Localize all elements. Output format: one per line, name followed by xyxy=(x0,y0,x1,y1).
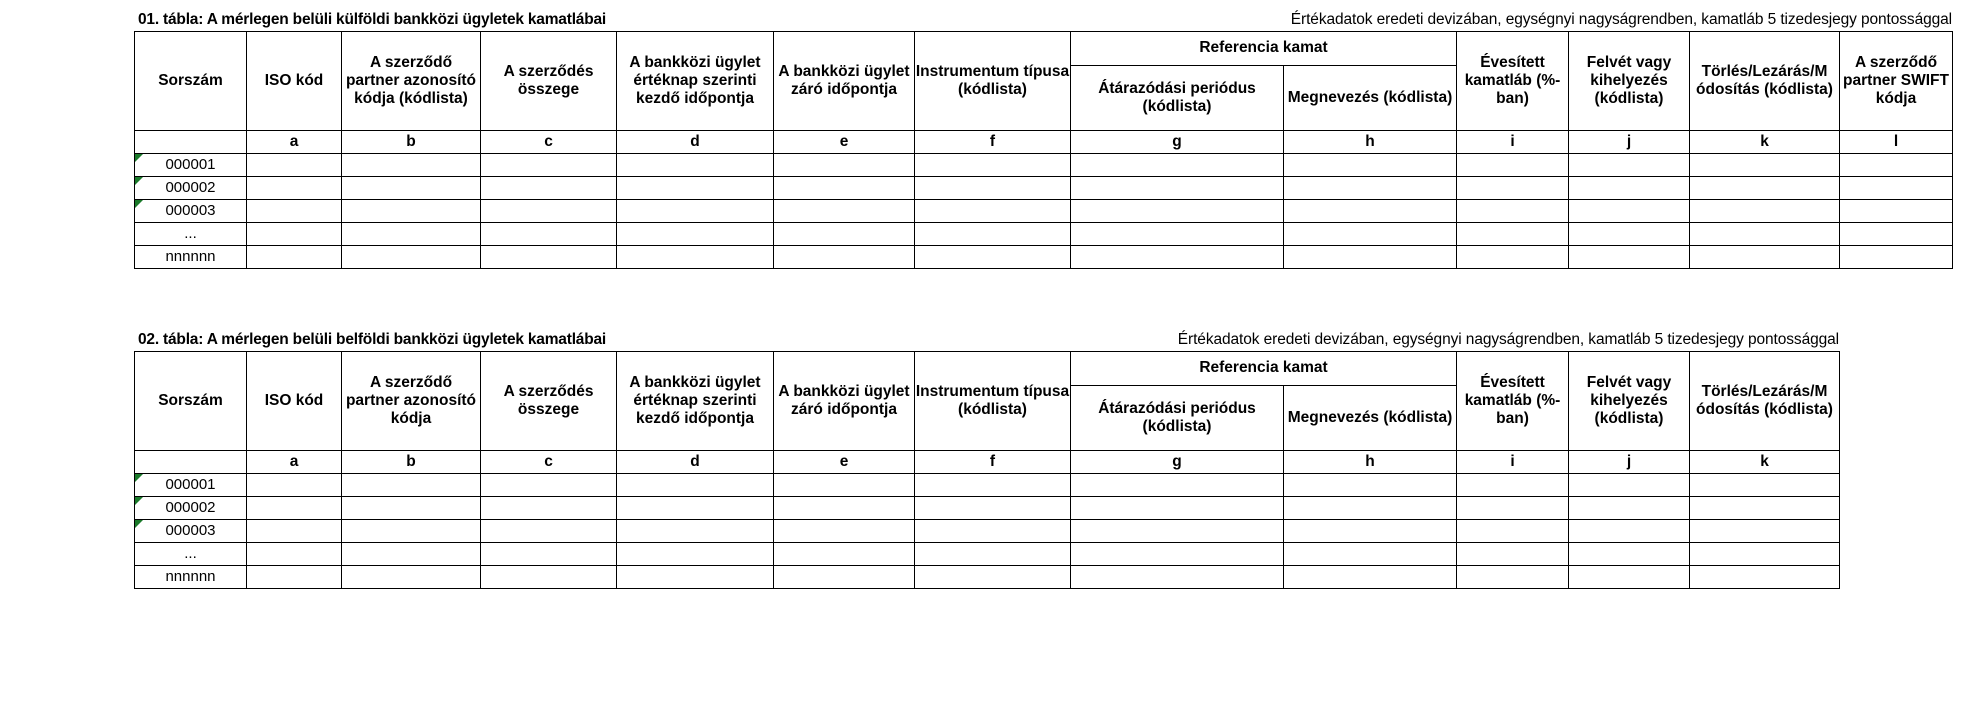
header-atarazodasi-periodus: Átárazódási periódus (kódlista) xyxy=(1071,66,1284,131)
data-cell[interactable] xyxy=(1071,154,1284,177)
cell-comment-marker-icon xyxy=(135,520,143,528)
data-cell[interactable] xyxy=(1284,543,1457,566)
cell-comment-marker-icon xyxy=(135,497,143,505)
data-cell[interactable] xyxy=(1569,497,1690,520)
data-cell[interactable] xyxy=(247,474,342,497)
table-row xyxy=(135,223,1953,246)
row-number-cell[interactable] xyxy=(135,246,247,269)
data-cell[interactable] xyxy=(1457,520,1569,543)
header-zaro-idopont: A bankközi ügylet záró időpontja xyxy=(774,32,915,131)
data-cell[interactable] xyxy=(1071,246,1284,269)
data-cell[interactable] xyxy=(1569,200,1690,223)
data-cell[interactable] xyxy=(617,177,774,200)
data-cell[interactable] xyxy=(1840,223,1953,246)
row-number-cell[interactable] xyxy=(135,497,247,520)
letter-cell: c xyxy=(481,451,617,474)
data-cell[interactable] xyxy=(481,543,617,566)
table-row xyxy=(135,177,1953,200)
data-cell[interactable] xyxy=(774,474,915,497)
header-szerzodes-osszege: A szerződés összege xyxy=(481,352,617,451)
data-cell[interactable] xyxy=(774,200,915,223)
data-cell[interactable] xyxy=(342,497,481,520)
letter-cell-empty xyxy=(135,451,247,474)
data-cell[interactable] xyxy=(481,497,617,520)
header-megnevezes: Megnevezés (kódlista) xyxy=(1284,66,1457,131)
table-row xyxy=(135,566,1840,589)
data-cell[interactable] xyxy=(1569,543,1690,566)
data-cell[interactable] xyxy=(1071,474,1284,497)
data-cell[interactable] xyxy=(915,246,1071,269)
data-cell[interactable] xyxy=(774,497,915,520)
data-cell[interactable] xyxy=(915,566,1071,589)
letter-cell: k xyxy=(1690,451,1840,474)
data-cell[interactable] xyxy=(915,177,1071,200)
data-cell[interactable] xyxy=(247,177,342,200)
data-cell[interactable] xyxy=(617,520,774,543)
data-cell[interactable] xyxy=(1071,566,1284,589)
data-cell[interactable] xyxy=(1071,497,1284,520)
cell-comment-marker-icon xyxy=(135,200,143,208)
cell-comment-marker-icon xyxy=(135,474,143,482)
data-cell[interactable] xyxy=(1457,177,1569,200)
data-cell[interactable] xyxy=(1690,200,1840,223)
header-partner-kod: A szerződő partner azonosító kódja (kódlista) xyxy=(342,32,481,131)
data-cell[interactable] xyxy=(1690,520,1840,543)
data-cell[interactable] xyxy=(481,154,617,177)
table2-note: Értékadatok eredeti devizában, egységnyi nagyságrendben, kamatláb 5 tizedesjegy pontossággal xyxy=(1177,331,1839,348)
data-cell[interactable] xyxy=(617,246,774,269)
header-zaro-idopont: A bankközi ügylet záró időpontja xyxy=(774,352,915,451)
data-cell[interactable] xyxy=(915,223,1071,246)
data-cell[interactable] xyxy=(617,200,774,223)
data-cell[interactable] xyxy=(342,200,481,223)
row-number: ... xyxy=(184,225,197,243)
letter-cell: g xyxy=(1071,131,1284,154)
data-cell[interactable] xyxy=(481,566,617,589)
data-cell[interactable] xyxy=(1284,154,1457,177)
data-cell[interactable] xyxy=(1284,246,1457,269)
data-cell[interactable] xyxy=(1690,497,1840,520)
data-cell[interactable] xyxy=(481,520,617,543)
data-cell[interactable] xyxy=(342,154,481,177)
data-cell[interactable] xyxy=(247,223,342,246)
data-cell[interactable] xyxy=(1840,246,1953,269)
data-cell[interactable] xyxy=(1569,246,1690,269)
letter-cell: j xyxy=(1569,451,1690,474)
data-cell[interactable] xyxy=(617,154,774,177)
header-torles-lezaras: Törlés/Lezárás/M ódosítás (kódlista) xyxy=(1690,32,1840,131)
table-row xyxy=(135,200,1953,223)
data-cell[interactable] xyxy=(342,520,481,543)
table1-body xyxy=(135,154,1953,269)
data-cell[interactable] xyxy=(1284,177,1457,200)
data-cell[interactable] xyxy=(617,223,774,246)
table-row xyxy=(135,543,1840,566)
letter-cell: i xyxy=(1457,451,1569,474)
data-cell[interactable] xyxy=(774,543,915,566)
data-cell[interactable] xyxy=(247,520,342,543)
data-cell[interactable] xyxy=(247,246,342,269)
letter-cell: l xyxy=(1840,131,1953,154)
data-cell[interactable] xyxy=(1457,566,1569,589)
header-referencia-kamat: Referencia kamat xyxy=(1071,352,1457,386)
data-cell[interactable] xyxy=(1690,474,1840,497)
header-iso-kod: ISO kód xyxy=(247,352,342,451)
data-cell[interactable] xyxy=(481,200,617,223)
data-cell[interactable] xyxy=(1569,223,1690,246)
header-partner-kod: A szerződő partner azonosító kódja xyxy=(342,352,481,451)
table1-letter-row xyxy=(135,131,1953,154)
header-sorszam: Sorszám xyxy=(135,32,247,131)
row-number: nnnnnn xyxy=(165,248,216,266)
row-number-cell[interactable] xyxy=(135,566,247,589)
table1 xyxy=(134,31,1953,269)
data-cell[interactable] xyxy=(915,520,1071,543)
data-cell[interactable] xyxy=(1457,474,1569,497)
data-cell[interactable] xyxy=(1690,154,1840,177)
data-cell[interactable] xyxy=(1284,223,1457,246)
data-cell[interactable] xyxy=(774,154,915,177)
row-number-cell[interactable] xyxy=(135,200,247,223)
table-row xyxy=(135,474,1840,497)
row-number: 000001 xyxy=(165,476,216,494)
table2-letter-row xyxy=(135,451,1840,474)
letter-cell-empty xyxy=(135,131,247,154)
data-cell[interactable] xyxy=(342,474,481,497)
letter-cell: h xyxy=(1284,131,1457,154)
data-cell[interactable] xyxy=(342,246,481,269)
data-cell[interactable] xyxy=(247,200,342,223)
data-cell[interactable] xyxy=(1071,200,1284,223)
data-cell[interactable] xyxy=(1569,520,1690,543)
data-cell[interactable] xyxy=(1569,177,1690,200)
data-cell[interactable] xyxy=(617,566,774,589)
row-number: nnnnnn xyxy=(165,568,216,586)
data-cell[interactable] xyxy=(617,543,774,566)
data-cell[interactable] xyxy=(481,177,617,200)
data-cell[interactable] xyxy=(774,177,915,200)
data-cell[interactable] xyxy=(1457,246,1569,269)
cell-comment-marker-icon xyxy=(135,177,143,185)
table2-title: 02. tábla: A mérlegen belüli belföldi bankközi ügyletek kamatlábai xyxy=(138,331,607,348)
data-cell[interactable] xyxy=(342,177,481,200)
row-number: ... xyxy=(184,545,197,563)
data-cell[interactable] xyxy=(1569,566,1690,589)
header-sorszam: Sorszám xyxy=(135,352,247,451)
data-cell[interactable] xyxy=(774,223,915,246)
table2-section xyxy=(134,331,1839,589)
letter-cell: e xyxy=(774,451,915,474)
table1-section xyxy=(134,11,1952,269)
data-cell[interactable] xyxy=(1071,177,1284,200)
table1-title-row xyxy=(134,11,1952,31)
letter-cell: h xyxy=(1284,451,1457,474)
table-row xyxy=(135,497,1840,520)
letter-cell: j xyxy=(1569,131,1690,154)
table2-body xyxy=(135,474,1840,589)
table-row xyxy=(135,154,1953,177)
header-swift-kod: A szerződő partner SWIFT kódja xyxy=(1840,32,1953,131)
letter-cell: f xyxy=(915,131,1071,154)
data-cell[interactable] xyxy=(1569,154,1690,177)
letter-cell: e xyxy=(774,131,915,154)
data-cell[interactable] xyxy=(1457,200,1569,223)
cell-comment-marker-icon xyxy=(135,154,143,162)
data-cell[interactable] xyxy=(1457,497,1569,520)
data-cell[interactable] xyxy=(247,566,342,589)
data-cell[interactable] xyxy=(1690,177,1840,200)
data-cell[interactable] xyxy=(1284,497,1457,520)
header-instrumentum: Instrumentum típusa (kódlista) xyxy=(915,352,1071,451)
data-cell[interactable] xyxy=(1840,177,1953,200)
header-megnevezes: Megnevezés (kódlista) xyxy=(1284,386,1457,451)
data-cell[interactable] xyxy=(915,474,1071,497)
data-cell[interactable] xyxy=(342,223,481,246)
header-referencia-kamat: Referencia kamat xyxy=(1071,32,1457,66)
table-row xyxy=(135,246,1953,269)
header-szerzodes-osszege: A szerződés összege xyxy=(481,32,617,131)
data-cell[interactable] xyxy=(1284,200,1457,223)
letter-cell: b xyxy=(342,451,481,474)
letter-cell: d xyxy=(617,131,774,154)
data-cell[interactable] xyxy=(1071,543,1284,566)
data-cell[interactable] xyxy=(1071,520,1284,543)
letter-cell: i xyxy=(1457,131,1569,154)
data-cell[interactable] xyxy=(1690,223,1840,246)
row-number: 000001 xyxy=(165,156,216,174)
table1-title: 01. tábla: A mérlegen belüli külföldi bankközi ügyletek kamatlábai xyxy=(138,11,607,28)
data-cell[interactable] xyxy=(247,543,342,566)
table2-title-row xyxy=(134,331,1839,351)
letter-cell: g xyxy=(1071,451,1284,474)
row-number: 000002 xyxy=(165,179,216,197)
data-cell[interactable] xyxy=(1284,520,1457,543)
row-number-cell[interactable] xyxy=(135,154,247,177)
data-cell[interactable] xyxy=(774,520,915,543)
data-cell[interactable] xyxy=(915,200,1071,223)
header-evesitett-kamatlab: Évesített kamatláb (%-ban) xyxy=(1457,32,1569,131)
data-cell[interactable] xyxy=(1457,223,1569,246)
row-number: 000003 xyxy=(165,522,216,540)
data-cell[interactable] xyxy=(247,154,342,177)
table1-note: Értékadatok eredeti devizában, egységnyi nagyságrendben, kamatláb 5 tizedesjegy pontossággal xyxy=(1290,11,1952,28)
data-cell[interactable] xyxy=(342,543,481,566)
data-cell[interactable] xyxy=(481,223,617,246)
data-cell[interactable] xyxy=(915,497,1071,520)
data-cell[interactable] xyxy=(915,543,1071,566)
table2 xyxy=(134,351,1840,589)
letter-cell: k xyxy=(1690,131,1840,154)
data-cell[interactable] xyxy=(1690,246,1840,269)
data-cell[interactable] xyxy=(1284,566,1457,589)
data-cell[interactable] xyxy=(247,497,342,520)
row-number-cell[interactable] xyxy=(135,543,247,566)
data-cell[interactable] xyxy=(1690,543,1840,566)
table-row xyxy=(135,520,1840,543)
letter-cell: a xyxy=(247,451,342,474)
data-cell[interactable] xyxy=(1840,154,1953,177)
data-cell[interactable] xyxy=(1071,223,1284,246)
letter-cell: f xyxy=(915,451,1071,474)
data-cell[interactable] xyxy=(481,474,617,497)
header-iso-kod: ISO kód xyxy=(247,32,342,131)
row-number: 000003 xyxy=(165,202,216,220)
data-cell[interactable] xyxy=(774,246,915,269)
row-number: 000002 xyxy=(165,499,216,517)
letter-cell: b xyxy=(342,131,481,154)
data-cell[interactable] xyxy=(1690,566,1840,589)
header-evesitett-kamatlab: Évesített kamatláb (%-ban) xyxy=(1457,352,1569,451)
row-number-cell[interactable] xyxy=(135,177,247,200)
data-cell[interactable] xyxy=(1284,474,1457,497)
header-torles-lezaras: Törlés/Lezárás/M ódosítás (kódlista) xyxy=(1690,352,1840,451)
header-atarazodasi-periodus: Átárazódási periódus (kódlista) xyxy=(1071,386,1284,451)
row-number-cell[interactable] xyxy=(135,520,247,543)
data-cell[interactable] xyxy=(1569,474,1690,497)
data-cell[interactable] xyxy=(1840,200,1953,223)
header-kezdo-idopont: A bankközi ügylet értéknap szerinti kezdő időpontja xyxy=(617,352,774,451)
row-number-cell[interactable] xyxy=(135,474,247,497)
row-number-cell[interactable] xyxy=(135,223,247,246)
data-cell[interactable] xyxy=(1457,543,1569,566)
header-felvet-kihelyezes: Felvét vagy kihelyezés (kódlista) xyxy=(1569,32,1690,131)
data-cell[interactable] xyxy=(1457,154,1569,177)
letter-cell: a xyxy=(247,131,342,154)
letter-cell: c xyxy=(481,131,617,154)
data-cell[interactable] xyxy=(342,566,481,589)
data-cell[interactable] xyxy=(481,246,617,269)
header-kezdo-idopont: A bankközi ügylet értéknap szerinti kezdő időpontja xyxy=(617,32,774,131)
header-felvet-kihelyezes: Felvét vagy kihelyezés (kódlista) xyxy=(1569,352,1690,451)
header-instrumentum: Instrumentum típusa (kódlista) xyxy=(915,32,1071,131)
data-cell[interactable] xyxy=(915,154,1071,177)
data-cell[interactable] xyxy=(617,497,774,520)
data-cell[interactable] xyxy=(617,474,774,497)
data-cell[interactable] xyxy=(774,566,915,589)
letter-cell: d xyxy=(617,451,774,474)
